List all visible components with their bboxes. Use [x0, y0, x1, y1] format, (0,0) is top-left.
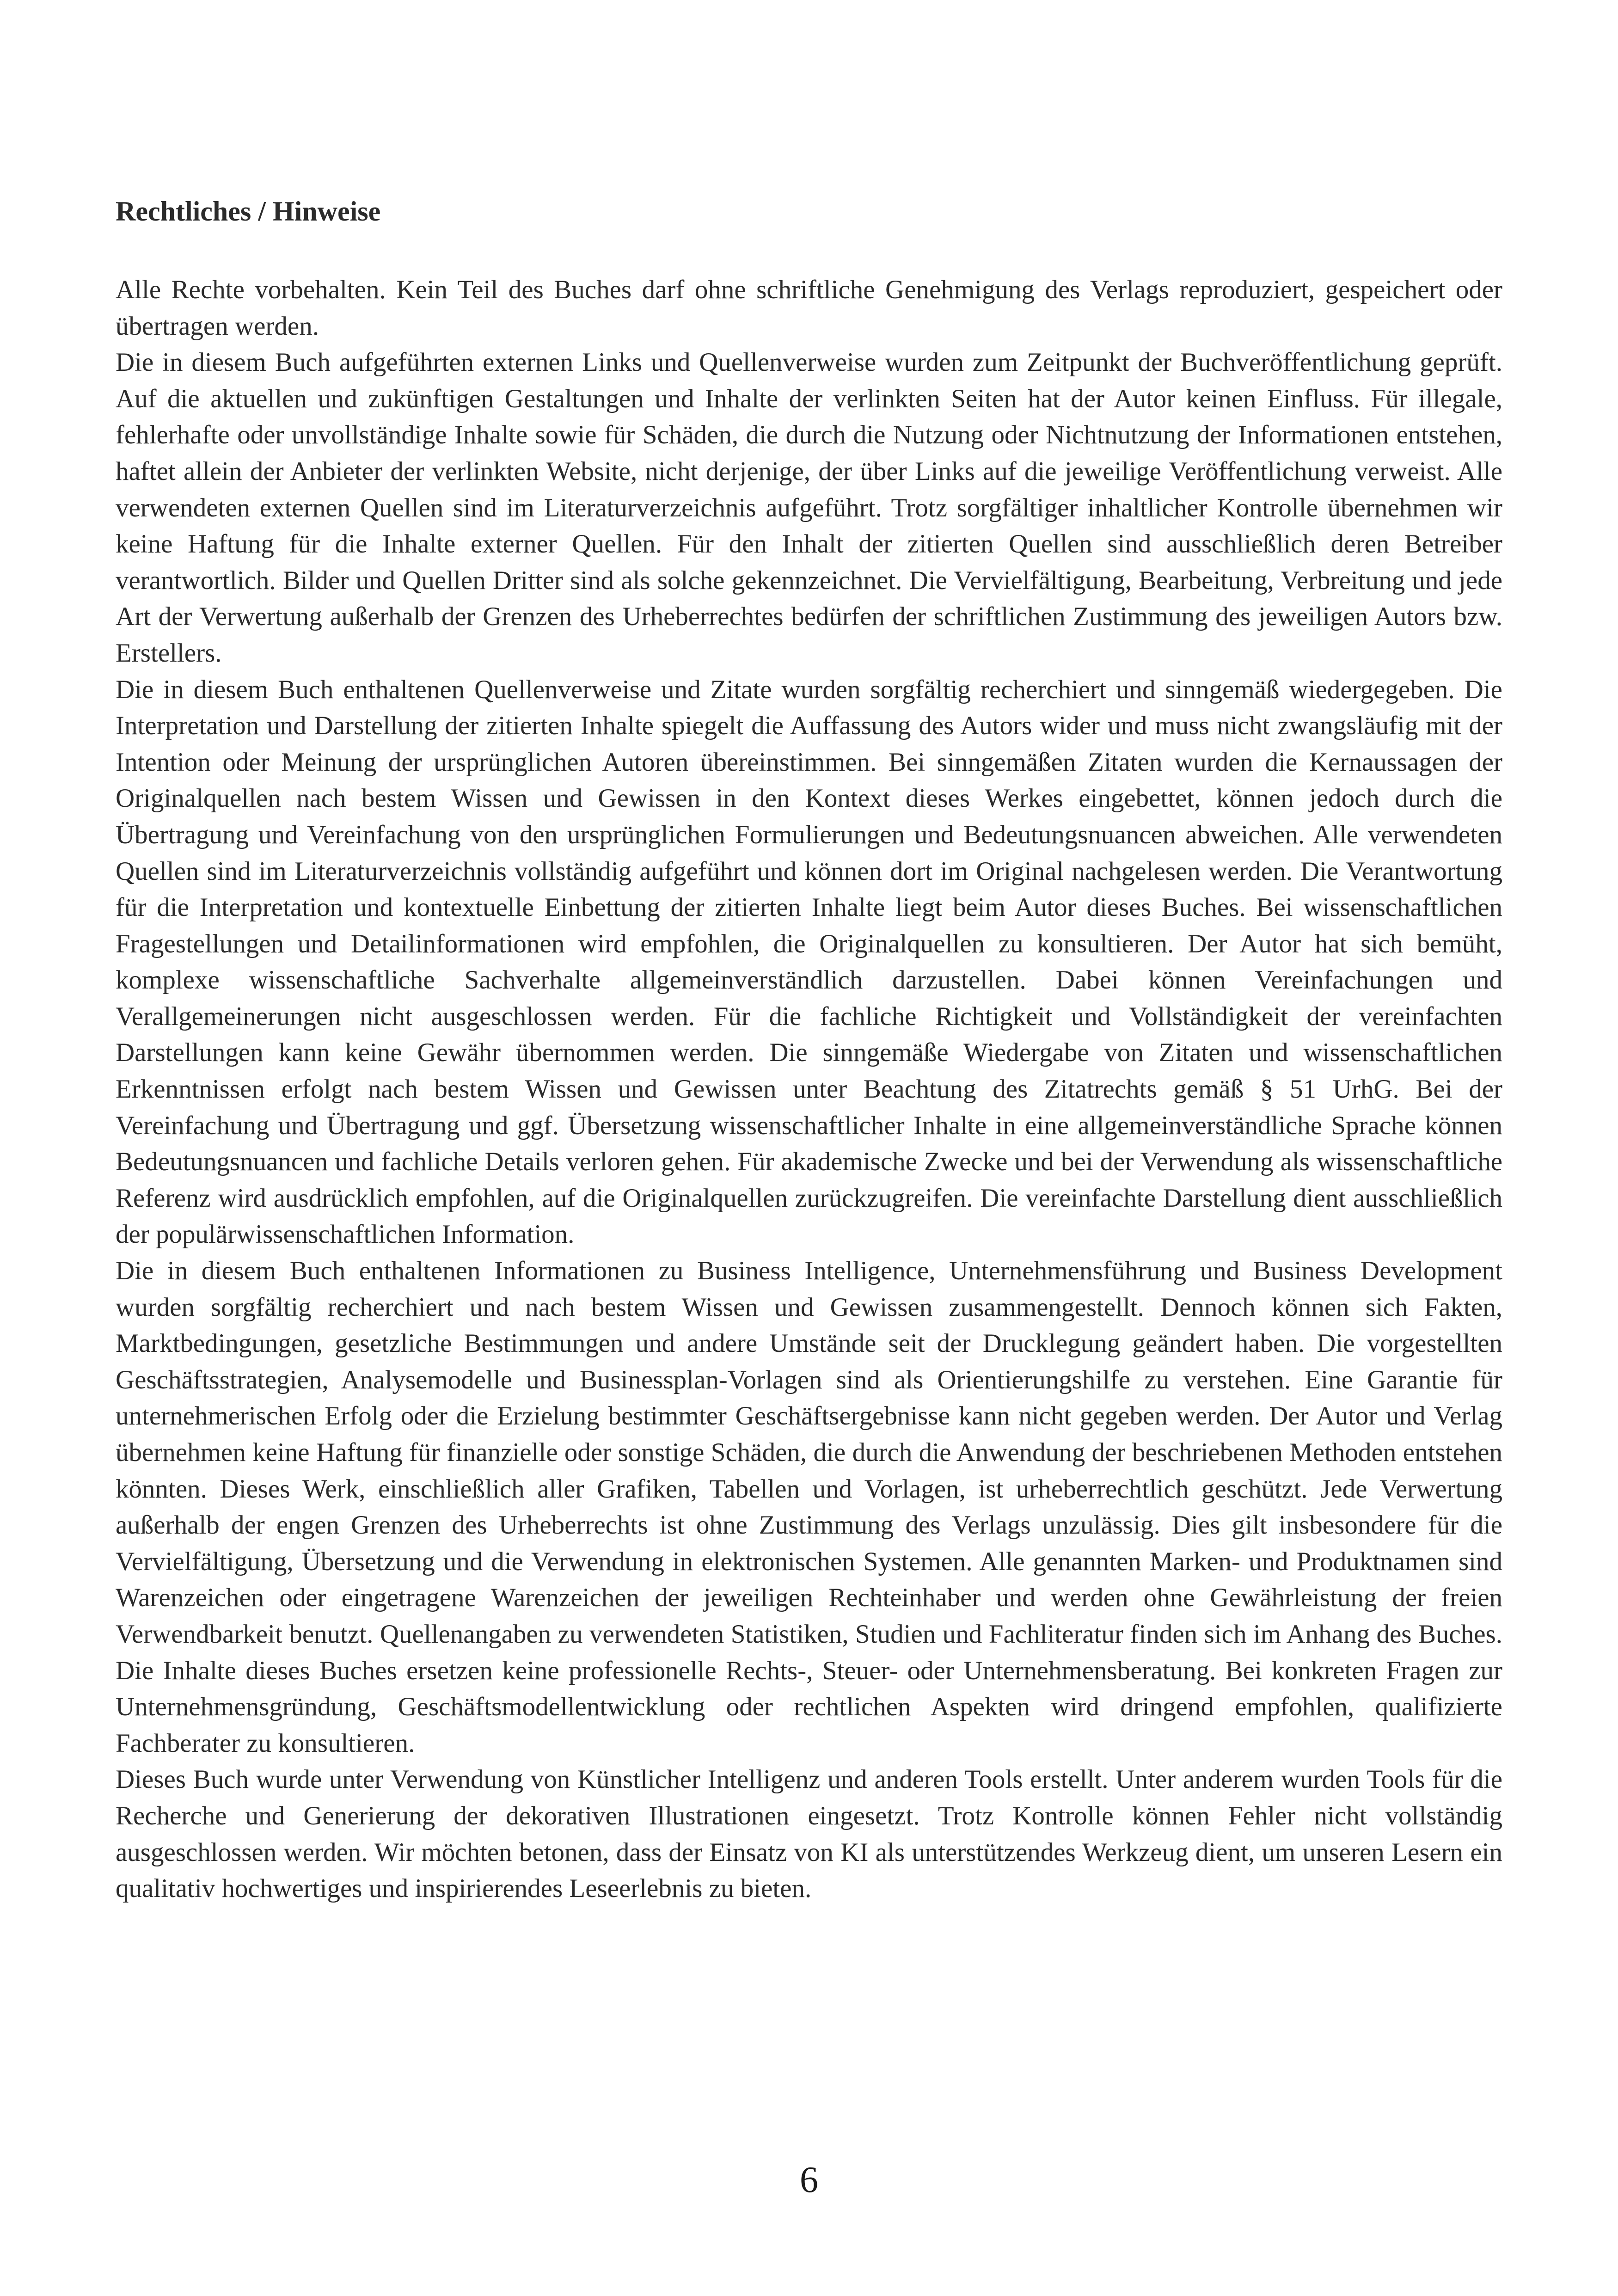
paragraph-citations: Die in diesem Buch enthaltenen Quellenverweise und Zitate wurden sorgfältig recherchiert und sinngemäß wiedergegeben. Die Interpretation und Darstellung der zitierten Inhalte spiegelt die Auffassung des Autors wider und muss nicht zwangsläufig mit der Intention oder Meinung der ursprünglichen Autoren übereinstimmen. Bei sinngemäßen Zitaten wurden die Kernaussagen der Originalquellen nach bestem Wissen und Gewissen in den Kontext dieses Werkes eingebettet, können jedoch durch die Übertragung und Vereinfachung von den ursprünglichen Formulierungen und Bedeutungsnuancen abweichen. Alle verwendeten Quellen sind im Literaturverzeichnis vollständig aufgeführt und können dort im Original nachgelesen werden. Die Verantwortung für die Interpretation und kontextuelle Einbettung der zitierten Inhalte liegt beim Autor dieses Buches. Bei wissenschaftlichen Fragestellungen und Detailinformationen wird empfohlen, die Originalquellen zu konsultieren. Der Autor hat sich bemüht, komplexe wissenschaftliche Sachverhalte allgemeinverständlich darzustellen. Dabei können Vereinfachungen und Verallgemeinerungen nicht ausgeschlossen werden. Für die fachliche Richtigkeit und Vollständigkeit der vereinfachten Darstellungen kann keine Gewähr übernommen werden. Die sinngemäße Wiedergabe von Zitaten und wissenschaftlichen Erkenntnissen erfolgt nach bestem Wissen und Gewissen unter Beachtung des Zitatrechts gemäß § 51 UrhG. Bei der Vereinfachung und Übertragung und ggf. Übersetzung wissenschaftlicher Inhalte in eine allgemeinverständliche Sprache können Bedeutungsnuancen und fachliche Details verloren gehen. Für akademische Zwecke und bei der Verwendung als wissenschaftliche Referenz wird ausdrücklich empfohlen, auf die Originalquellen zurückzugreifen. Die vereinfachte Darstellung dient ausschließlich der populärwissenschaftlichen Information.: [116, 675, 1502, 1249]
paragraph-ai-notice: Dieses Buch wurde unter Verwendung von Künstlicher Intelligenz und anderen Tools erstellt. Unter anderem wurden Tools für die Recherche und Generierung der dekorativen Illustrationen eingesetzt. Trotz Kontrolle können Fehler nicht vollständig ausgeschlossen werden. Wir möchten betonen, dass der Einsatz von KI als unterstützendes Werkzeug dient, um unseren Lesern ein qualitativ hochwertiges und inspirierendes Leseerlebnis zu bieten.: [116, 1765, 1502, 1903]
paragraph-external-links: Die in diesem Buch aufgeführten externen Links und Quellenverweise wurden zum Zeitpunkt der Buchveröffentlichung geprüft. Auf die aktuellen und zukünftigen Gestaltungen und Inhalte der verlinkten Seiten hat der Autor keinen Einfluss. Für illegale, fehlerhafte oder unvollständige Inhalte sowie für Schäden, die durch die Nutzung oder Nichtnutzung der Informationen entstehen, haftet allein der Anbieter der verlinkten Website, nicht derjenige, der über Links auf die jeweilige Veröffentlichung verweist. Alle verwendeten externen Quellen sind im Literaturverzeichnis aufgeführt. Trotz sorgfältiger inhaltlicher Kontrolle übernehmen wir keine Haftung für die Inhalte externer Quellen. Für den Inhalt der zitierten Quellen sind ausschließlich deren Betreiber verantwortlich. Bilder und Quellen Dritter sind als solche gekennzeichnet. Die Vervielfältigung, Bearbeitung, Verbreitung und jede Art der Verwertung außerhalb der Grenzen des Urheberrechtes bedürfen der schriftlichen Zustimmung des jeweiligen Autors bzw. Erstellers.: [116, 348, 1502, 668]
page-content: [116, 193, 1502, 1907]
page-number: 6: [800, 2160, 818, 2200]
paragraph-copyright: Alle Rechte vorbehalten. Kein Teil des Buches darf ohne schriftliche Genehmigung des Verlags reproduziert, gespeichert oder übertragen werden.: [116, 275, 1502, 341]
paragraph-business-disclaimer: Die in diesem Buch enthaltenen Informationen zu Business Intelligence, Unternehmensführung und Business Development wurden sorgfältig recherchiert und nach bestem Wissen und Gewissen zusammengestellt. Dennoch können sich Fakten, Marktbedingungen, gesetzliche Bestimmungen und andere Umstände seit der Drucklegung geändert haben. Die vorgestellten Geschäftsstrategien, Analysemodelle und Businessplan-Vorlagen sind als Orientierungshilfe zu verstehen. Eine Garantie für unternehmerischen Erfolg oder die Erzielung bestimmter Geschäftsergebnisse kann nicht gegeben werden. Der Autor und Verlag übernehmen keine Haftung für finanzielle oder sonstige Schäden, die durch die Anwendung der beschriebenen Methoden entstehen könnten. Dieses Werk, einschließlich aller Grafiken, Tabellen und Vorlagen, ist urheberrechtlich geschützt. Jede Verwertung außerhalb der engen Grenzen des Urheberrechts ist ohne Zustimmung des Verlags unzulässig. Dies gilt insbesondere für die Vervielfältigung, Übersetzung und die Verwendung in elektronischen Systemen. Alle genannten Marken- und Produktnamen sind Warenzeichen oder eingetragene Warenzeichen der jeweiligen Rechteinhaber und werden ohne Gewährleistung der freien Verwendbarkeit benutzt. Quellenangaben zu verwendeten Statistiken, Studien und Fachliteratur finden sich im Anhang des Buches. Die Inhalte dieses Buches ersetzen keine professionelle Rechts-, Steuer- oder Unternehmensberatung. Bei konkreten Fragen zur Unternehmensgründung, Geschäftsmodellentwicklung oder rechtlichen Aspekten wird dringend empfohlen, qualifizierte Fachberater zu konsultieren.: [116, 1256, 1502, 1758]
page-title: Rechtliches / Hinweise: [116, 196, 381, 227]
